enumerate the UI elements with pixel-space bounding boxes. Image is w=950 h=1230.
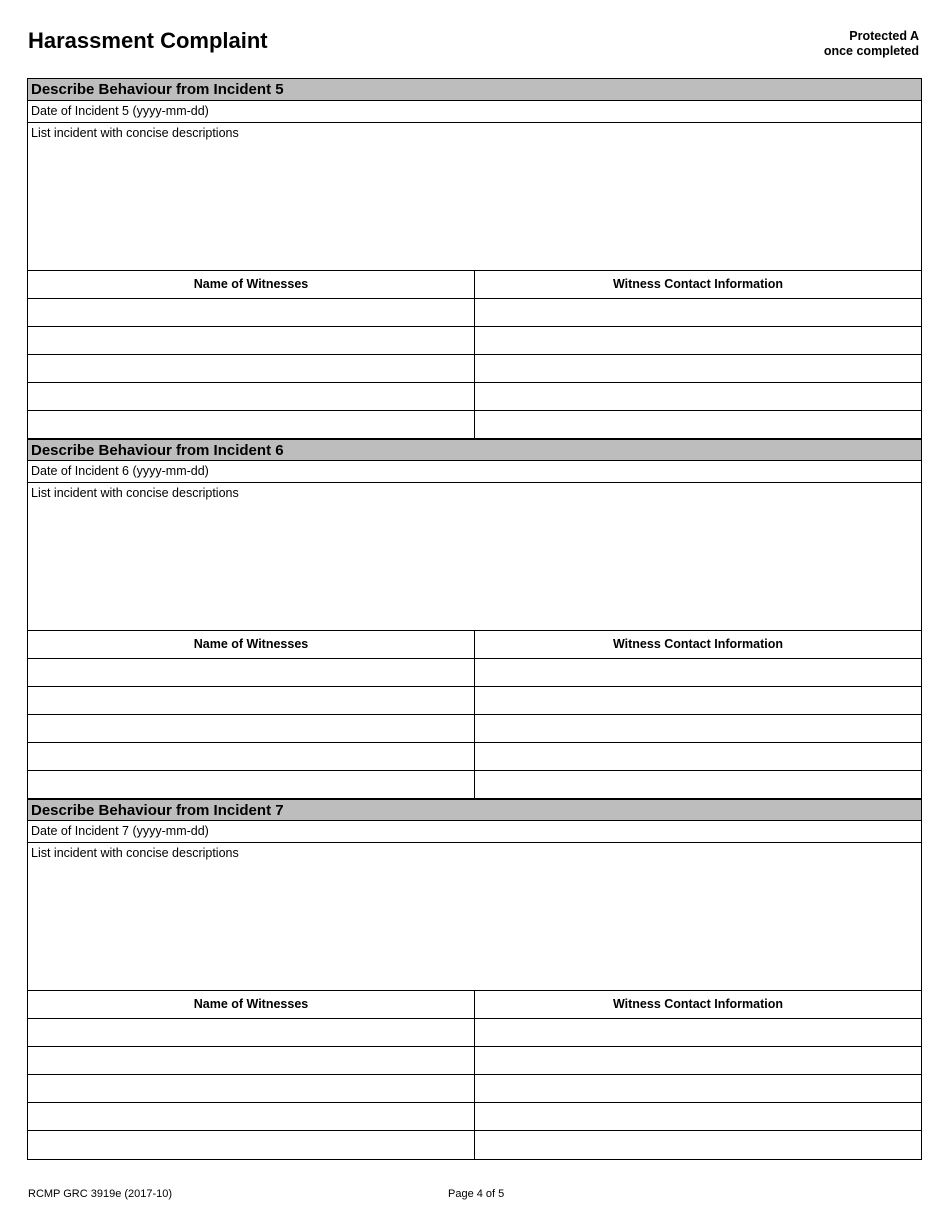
witness-name-input[interactable] xyxy=(28,1075,475,1103)
witness-name-input[interactable] xyxy=(28,299,475,327)
witness-contact-input[interactable] xyxy=(475,659,921,687)
witness-name-input[interactable] xyxy=(28,743,475,771)
witness-name-input[interactable] xyxy=(28,659,475,687)
witness-contact-input[interactable] xyxy=(475,411,921,439)
protected-line-2: once completed xyxy=(823,44,919,58)
page-title: Harassment Complaint xyxy=(28,28,268,53)
witness-name-input[interactable] xyxy=(28,1047,475,1075)
witness-table xyxy=(28,991,921,1159)
witness-contact-header: Witness Contact Information xyxy=(475,271,921,299)
witness-name-input[interactable] xyxy=(28,1019,475,1047)
witness-name-input[interactable] xyxy=(28,687,475,715)
witness-contact-input[interactable] xyxy=(475,383,921,411)
witness-contact-input[interactable] xyxy=(475,355,921,383)
witness-name-input[interactable] xyxy=(28,327,475,355)
incident-section xyxy=(28,79,921,439)
incident-section xyxy=(28,439,921,799)
witness-contact-header: Witness Contact Information xyxy=(475,631,921,659)
witness-contact-input[interactable] xyxy=(475,1019,921,1047)
form-code: RCMP GRC 3919e (2017-10) xyxy=(28,1188,173,1200)
witness-name-input[interactable] xyxy=(28,383,475,411)
witness-name-input[interactable] xyxy=(28,715,475,743)
incident-date-field[interactable]: Date of Incident 7 (yyyy-mm-dd) xyxy=(28,821,921,843)
witness-contact-input[interactable] xyxy=(475,1075,921,1103)
incident-section xyxy=(28,799,921,1159)
witness-contact-input[interactable] xyxy=(475,743,921,771)
witness-contact-input[interactable] xyxy=(475,299,921,327)
incident-description-field[interactable]: List incident with concise descriptions xyxy=(28,123,921,271)
witness-name-input[interactable] xyxy=(28,1103,475,1131)
witness-name-input[interactable] xyxy=(28,771,475,799)
witness-name-header: Name of Witnesses xyxy=(28,631,475,659)
witness-contact-input[interactable] xyxy=(475,1131,921,1159)
witness-contact-input[interactable] xyxy=(475,715,921,743)
incident-form xyxy=(27,78,922,1160)
witness-contact-input[interactable] xyxy=(475,1047,921,1075)
incident-date-field[interactable]: Date of Incident 6 (yyyy-mm-dd) xyxy=(28,461,921,483)
witness-contact-input[interactable] xyxy=(475,687,921,715)
witness-name-header: Name of Witnesses xyxy=(28,991,475,1019)
page-number: Page 4 of 5 xyxy=(448,1188,505,1200)
section-heading: Describe Behaviour from Incident 5 xyxy=(28,79,921,101)
witness-contact-input[interactable] xyxy=(475,771,921,799)
witness-name-header: Name of Witnesses xyxy=(28,271,475,299)
witness-table xyxy=(28,271,921,439)
witness-name-input[interactable] xyxy=(28,355,475,383)
protected-notice xyxy=(824,29,919,59)
incident-description-field[interactable]: List incident with concise descriptions xyxy=(28,843,921,991)
witness-name-input[interactable] xyxy=(28,1131,475,1159)
section-heading: Describe Behaviour from Incident 7 xyxy=(28,799,921,821)
witness-contact-header: Witness Contact Information xyxy=(475,991,921,1019)
witness-contact-input[interactable] xyxy=(475,327,921,355)
incident-description-field[interactable]: List incident with concise descriptions xyxy=(28,483,921,631)
section-heading: Describe Behaviour from Incident 6 xyxy=(28,439,921,461)
incident-date-field[interactable]: Date of Incident 5 (yyyy-mm-dd) xyxy=(28,101,921,123)
witness-table xyxy=(28,631,921,799)
witness-contact-input[interactable] xyxy=(475,1103,921,1131)
witness-name-input[interactable] xyxy=(28,411,475,439)
protected-line-1: Protected A xyxy=(849,29,919,43)
